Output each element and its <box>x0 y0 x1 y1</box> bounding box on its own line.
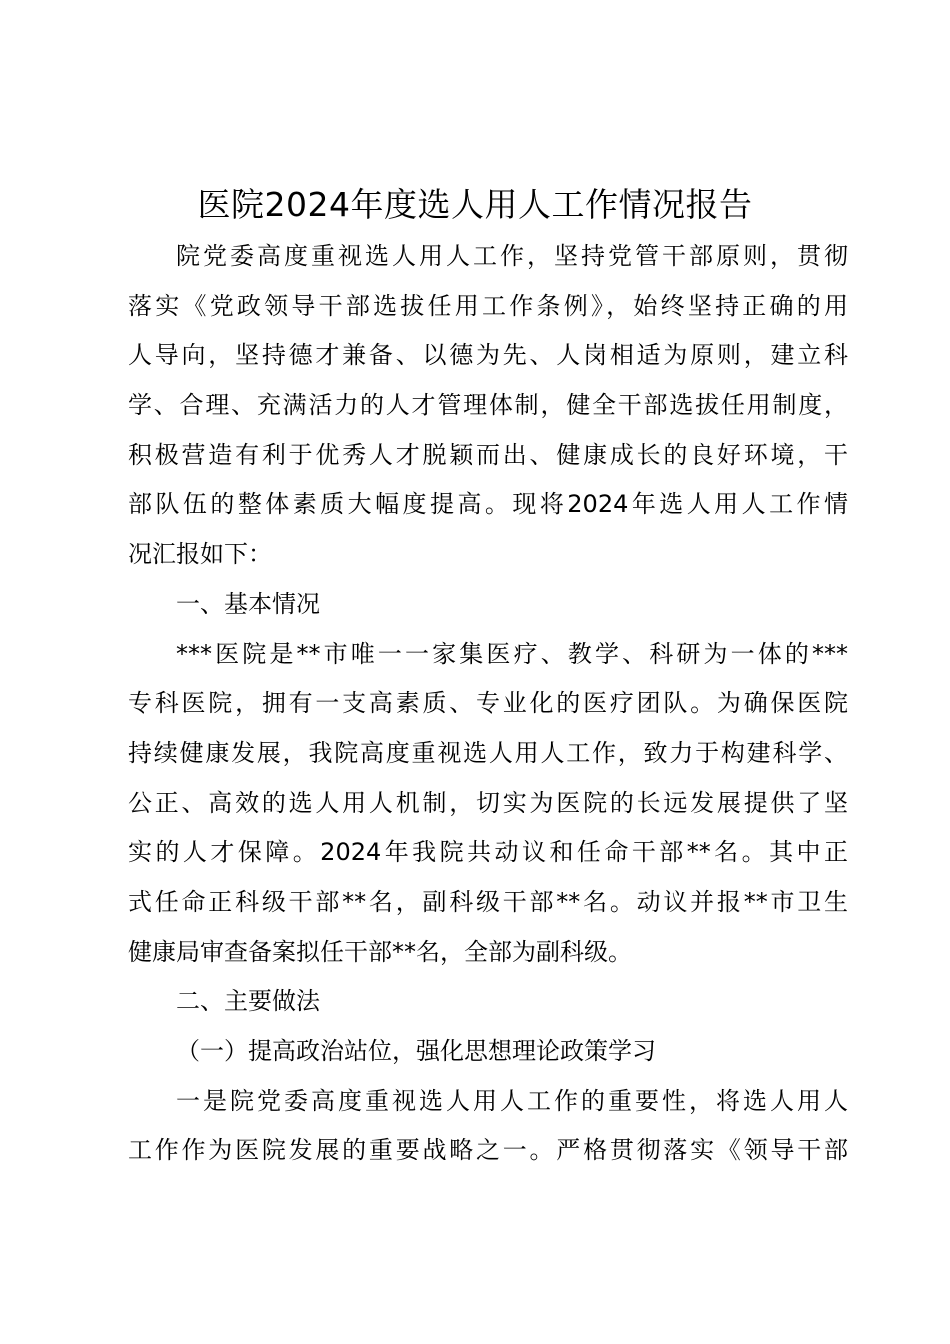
paragraph-line: 实的人才保障。2024年我院共动议和任命干部**名。其中正 <box>128 838 848 867</box>
document-title: 医院2024年度选人用人工作情况报告 <box>197 185 753 224</box>
subsection-heading: （一）提高政治站位，强化思想理论政策学习 <box>176 1037 656 1065</box>
section-heading: 二、主要做法 <box>176 987 320 1016</box>
paragraph-line: 工作作为医院发展的重要战略之一。严格贯彻落实《领导干部 <box>128 1136 848 1165</box>
paragraph-line: 学、合理、充满活力的人才管理体制，健全干部选拔任用制度， <box>128 391 848 420</box>
paragraph-line: 专科医院，拥有一支高素质、专业化的医疗团队。为确保医院 <box>128 689 848 718</box>
paragraph-line: 健康局审查备案拟任干部**名，全部为副科级。 <box>128 937 632 966</box>
paragraph-line: 部队伍的整体素质大幅度提高。现将2024年选人用人工作情 <box>128 490 848 519</box>
paragraph-line: 公正、高效的选人用人机制，切实为医院的长远发展提供了坚 <box>128 788 848 817</box>
paragraph-line: 式任命正科级干部**名，副科级干部**名。动议并报**市卫生 <box>128 887 848 916</box>
paragraph-line: 人导向，坚持德才兼备、以德为先、人岗相适为原则，建立科 <box>128 341 848 370</box>
paragraph-line: 一是院党委高度重视选人用人工作的重要性，将选人用人 <box>176 1086 848 1115</box>
paragraph-line: 落实《党政领导干部选拔任用工作条例》，始终坚持正确的用 <box>128 291 848 320</box>
paragraph-line: 持续健康发展，我院高度重视选人用人工作，致力于构建科学、 <box>128 738 848 767</box>
paragraph-line: 院党委高度重视选人用人工作，坚持党管干部原则，贯彻 <box>176 242 848 270</box>
paragraph-line: ***医院是**市唯一一家集医疗、教学、科研为一体的*** <box>176 639 848 668</box>
document-body <box>128 232 848 1176</box>
paragraph-line: 积极营造有利于优秀人才脱颖而出、健康成长的良好环境，干 <box>128 440 848 469</box>
section-heading: 一、基本情况 <box>176 589 320 618</box>
paragraph-line: 况汇报如下： <box>128 540 272 569</box>
